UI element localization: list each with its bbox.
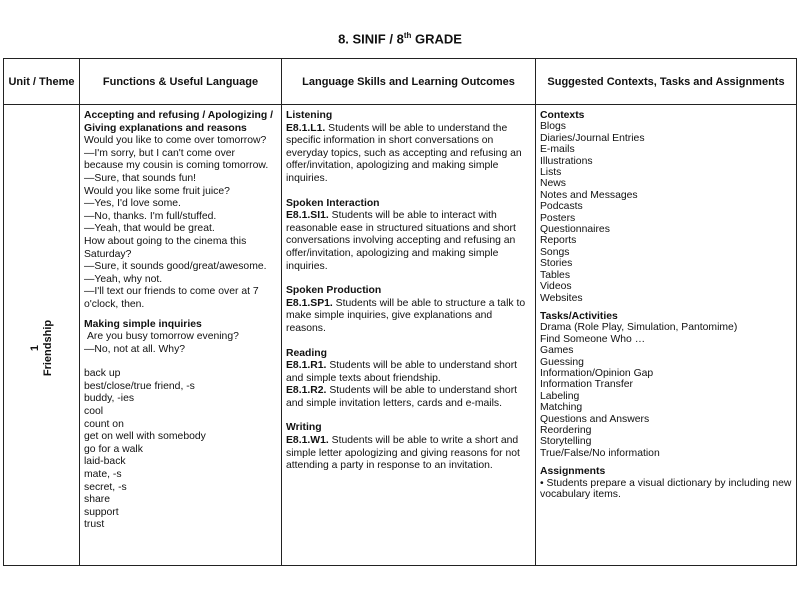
example-line: —No, thanks. I'm full/stuffed. <box>84 210 217 222</box>
outcome-code: E8.1.L1. <box>286 122 326 134</box>
header-unit-theme: Unit / Theme <box>4 59 80 105</box>
outcome-code: E8.1.R2. <box>286 385 327 397</box>
example-line: —Sure, it sounds good/great/awesome. <box>84 261 267 273</box>
skills-cell <box>282 105 536 566</box>
contexts-list <box>540 121 792 304</box>
vocabulary-item: cool <box>84 406 104 418</box>
task-item: Find Someone Who … <box>540 333 646 345</box>
context-item: Podcasts <box>540 201 583 213</box>
assignment-item: • Students prepare a visual dictionary by including new vocabulary items. <box>540 477 792 500</box>
vocabulary-item: get on well with somebody <box>84 431 206 443</box>
context-item: Videos <box>540 281 572 293</box>
inquiry-line: Are you busy tomorrow evening? <box>87 331 239 343</box>
task-item: Questions and Answers <box>540 413 650 425</box>
curriculum-table <box>3 58 797 566</box>
context-item: Tables <box>540 269 571 281</box>
outcome-text: Students will be able to structure a talk to make simple inquiries, give explanations and reasons. <box>286 297 526 334</box>
context-item: Notes and Messages <box>540 189 638 201</box>
unit-theme-name: Friendship <box>41 319 54 377</box>
inquiry-line: —No, not at all. Why? <box>84 343 186 355</box>
assignments-heading: Assignments <box>540 466 606 478</box>
title-prefix: 8. SINIF / 8 <box>338 31 404 47</box>
contexts-heading: Contexts <box>540 110 585 121</box>
skill-heading-spoken-production: Spoken Production <box>286 285 382 297</box>
outcome-code: E8.1.R1. <box>286 360 327 372</box>
vocabulary-item: go for a walk <box>84 443 143 455</box>
functions-heading-inquiries: Making simple inquiries <box>84 318 202 330</box>
task-item: Games <box>540 345 574 357</box>
tasks-heading: Tasks/Activities <box>540 310 618 322</box>
page-title <box>0 31 800 46</box>
example-line: —Yeah, that would be great. <box>84 223 215 235</box>
outcome-text: Students will be able to understand short and simple texts about friendship. <box>286 360 518 384</box>
vocabulary-item: best/close/true friend, -s <box>84 380 195 392</box>
example-line: —I'll text our friends to come over at 7 o'clock, then. <box>84 286 259 310</box>
example-line: How about going to the cinema this Saturday? <box>84 235 247 260</box>
context-item: News <box>540 178 566 190</box>
task-item: Storytelling <box>540 436 592 448</box>
header-contexts: Suggested Contexts, Tasks and Assignments <box>536 59 797 105</box>
outcome-reading-1 <box>286 360 531 385</box>
task-item: Reordering <box>540 424 592 436</box>
context-item: Songs <box>540 246 570 258</box>
outcome-text: Students will be able to understand the specific information in short conversations on everyday topics, such as accepting and refusing an offer/invitation, apologizing and making simple inquiries. <box>286 122 522 184</box>
tasks-list <box>540 322 792 459</box>
task-item: Drama (Role Play, Simulation, Pantomime) <box>540 322 738 334</box>
context-item: Illustrations <box>540 155 593 167</box>
example-line: —I'm sorry, but I can't come over because my cousin is coming tomorrow. <box>84 147 269 172</box>
task-item: True/False/No information <box>540 447 660 459</box>
context-item: Stories <box>540 258 573 270</box>
skill-heading-reading: Reading <box>286 347 327 359</box>
vocabulary-list <box>84 368 277 532</box>
outcome-code: E8.1.W1. <box>286 435 329 447</box>
task-item: Guessing <box>540 356 584 368</box>
outcome-code: E8.1.SI1. <box>286 210 329 222</box>
vocabulary-item: share <box>84 494 110 506</box>
vocabulary-item: secret, -s <box>84 481 127 493</box>
example-line: —Sure, that sounds fun! <box>84 172 197 184</box>
outcome-text: Students will be able to interact with reasonable ease in structured situations and short conversations involving accepting and refusing an offer/invitation, apologizing and making simple inquiries. <box>286 210 516 272</box>
context-item: Diaries/Journal Entries <box>540 132 645 144</box>
outcome-spoken-interaction <box>286 210 531 273</box>
outcome-code: E8.1.SP1. <box>286 297 333 309</box>
vocabulary-item: buddy, -ies <box>84 393 135 405</box>
example-line: Would you like to come over tomorrow? <box>84 135 267 147</box>
outcome-listening <box>286 123 531 186</box>
header-row <box>4 59 797 105</box>
skill-heading-writing: Writing <box>286 422 322 434</box>
vocabulary-item: mate, -s <box>84 469 122 481</box>
unit-theme-cell <box>4 105 80 566</box>
context-item: Websites <box>540 292 583 304</box>
task-item: Matching <box>540 402 583 414</box>
table-row <box>4 105 797 566</box>
skill-heading-spoken-interaction: Spoken Interaction <box>286 197 380 209</box>
unit-theme-label <box>29 268 55 428</box>
context-item: Blogs <box>540 121 566 133</box>
skill-heading-listening: Listening <box>286 110 333 121</box>
vocabulary-item: back up <box>84 368 121 380</box>
title-superscript: th <box>403 31 412 40</box>
outcome-reading-2 <box>286 385 531 410</box>
header-functions: Functions & Useful Language <box>80 59 282 105</box>
vocabulary-item: laid-back <box>84 456 126 468</box>
outcome-text: Students will be able to write a short and simple letter apologizing and giving reasons for not attending a party in response to an invitation. <box>286 435 520 472</box>
header-skills: Language Skills and Learning Outcomes <box>282 59 536 105</box>
functions-example-lines <box>84 135 277 311</box>
context-item: Questionnaires <box>540 224 610 236</box>
title-suffix: GRADE <box>411 31 462 47</box>
vocabulary-item: trust <box>84 519 105 531</box>
outcome-writing <box>286 435 531 473</box>
contexts-cell <box>536 105 797 566</box>
outcome-spoken-production <box>286 298 531 336</box>
task-item: Information/Opinion Gap <box>540 367 654 379</box>
example-line: Would you like some fruit juice? <box>84 185 230 197</box>
context-item: Reports <box>540 235 577 247</box>
context-item: E-mails <box>540 144 575 156</box>
vocabulary-item: count on <box>84 418 124 430</box>
context-item: Posters <box>540 212 576 224</box>
task-item: Labeling <box>540 390 580 402</box>
example-line: —Yes, I'd love some. <box>84 198 181 210</box>
outcome-text: Students will be able to understand short and simple invitation letters, cards and e-mails. <box>286 385 518 409</box>
context-item: Lists <box>540 167 562 179</box>
vocabulary-item: support <box>84 506 119 518</box>
functions-heading-accepting: Accepting and refusing / Apologizing / Giving explanations and reasons <box>84 110 273 134</box>
example-line: —Yeah, why not. <box>84 273 163 285</box>
task-item: Information Transfer <box>540 379 633 391</box>
unit-number: 1 <box>28 344 41 352</box>
functions-cell <box>80 105 282 566</box>
